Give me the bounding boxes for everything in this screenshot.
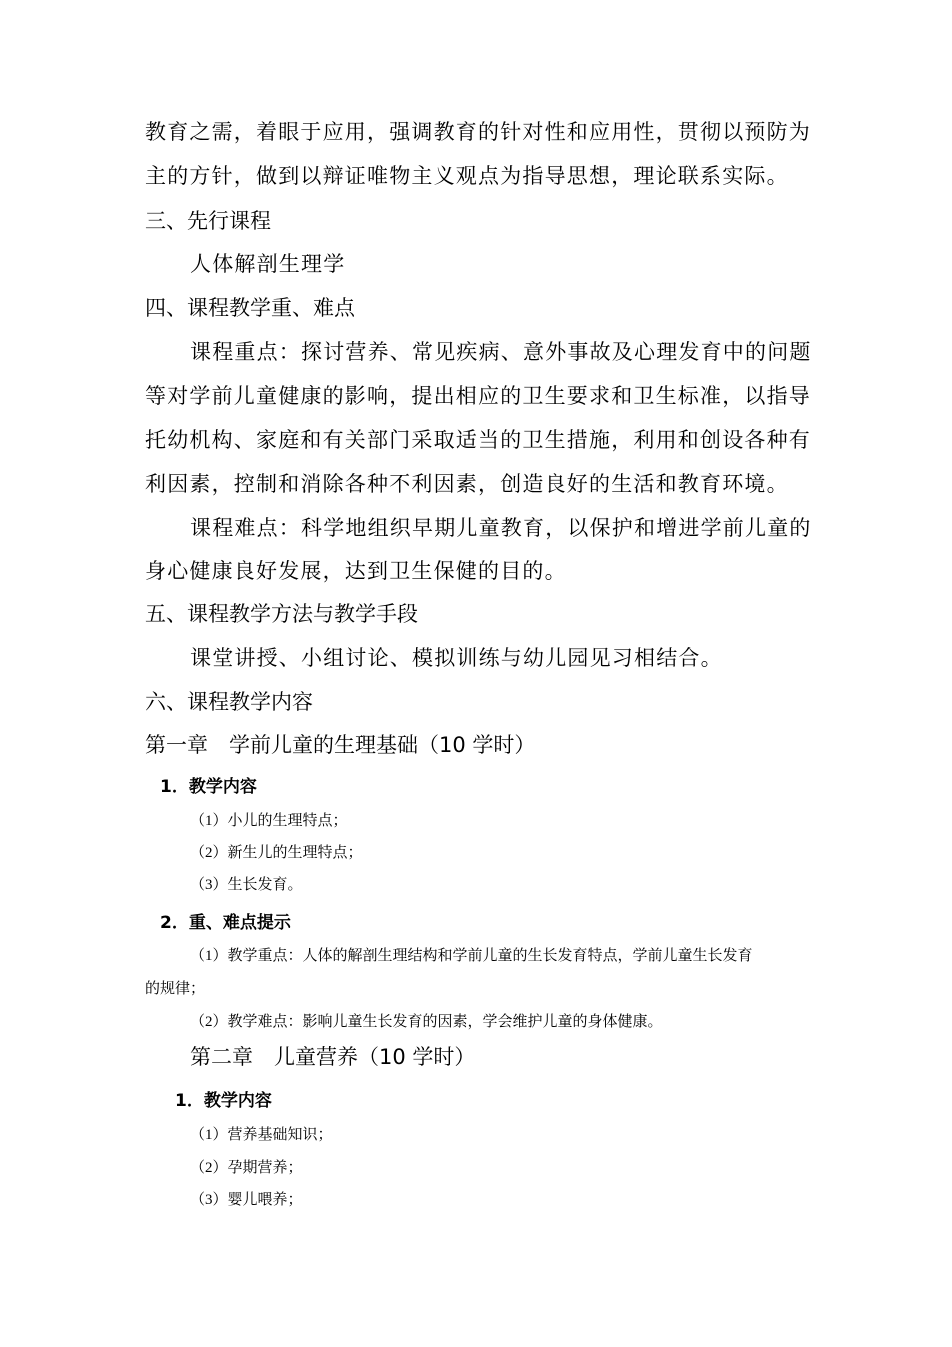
section-heading: 六、课程教学内容 — [145, 690, 313, 714]
paragraph-line: 教育之需，着眼于应用，强调教育的针对性和应用性，贯彻以预防为 — [145, 120, 811, 144]
list-item: （1）营养基础知识； — [190, 1127, 333, 1143]
list-item: （2）教学难点：影响儿童生长发育的因素，学会维护儿童的身体健康。 — [190, 1014, 663, 1030]
paragraph-line: 课堂讲授、小组讨论、模拟训练与幼儿园见习相结合。 — [190, 646, 723, 670]
paragraph-line: 等对学前儿童健康的影响，提出相应的卫生要求和卫生标准，以指导 — [145, 384, 811, 408]
list-item: （2）孕期营养； — [190, 1160, 303, 1176]
paragraph-line: 利因素，控制和消除各种不利因素，创造良好的生活和教育环境。 — [145, 472, 789, 496]
list-item: （2）新生儿的生理特点； — [190, 845, 363, 861]
subsection-heading: 2．重、难点提示 — [160, 913, 291, 933]
list-item: 的规律； — [145, 981, 206, 997]
paragraph-line: 课程重点：探讨营养、常见疾病、意外事故及心理发育中的问题 — [190, 340, 812, 364]
list-item: （1）小儿的生理特点； — [190, 813, 348, 829]
paragraph-line: 身心健康良好发展，达到卫生保健的目的。 — [145, 559, 567, 583]
subsection-heading: 1．教学内容 — [160, 777, 257, 797]
paragraph-line: 主的方针，做到以辩证唯物主义观点为指导思想，理论联系实际。 — [145, 164, 789, 188]
paragraph-line: 课程难点：科学地组织早期儿童教育，以保护和增进学前儿童的 — [190, 516, 812, 540]
section-heading: 三、先行课程 — [145, 209, 271, 233]
list-item: （3）生长发育。 — [190, 877, 303, 893]
list-item: （1）教学重点：人体的解剖生理结构和学前儿童的生长发育特点，学前儿童生长发育 — [190, 948, 753, 964]
section-heading: 五、课程教学方法与教学手段 — [145, 602, 418, 626]
subsection-heading: 1．教学内容 — [175, 1091, 272, 1111]
paragraph-line: 人体解剖生理学 — [190, 252, 346, 276]
chapter-title: 第二章 儿童营养（10 学时） — [190, 1045, 476, 1069]
list-item: （3）婴儿喂养； — [190, 1192, 303, 1208]
section-heading: 四、课程教学重、难点 — [145, 296, 355, 320]
paragraph-line: 托幼机构、家庭和有关部门采取适当的卫生措施，利用和创设各种有 — [145, 428, 811, 452]
chapter-title: 第一章 学前儿童的生理基础（10 学时） — [145, 733, 536, 757]
